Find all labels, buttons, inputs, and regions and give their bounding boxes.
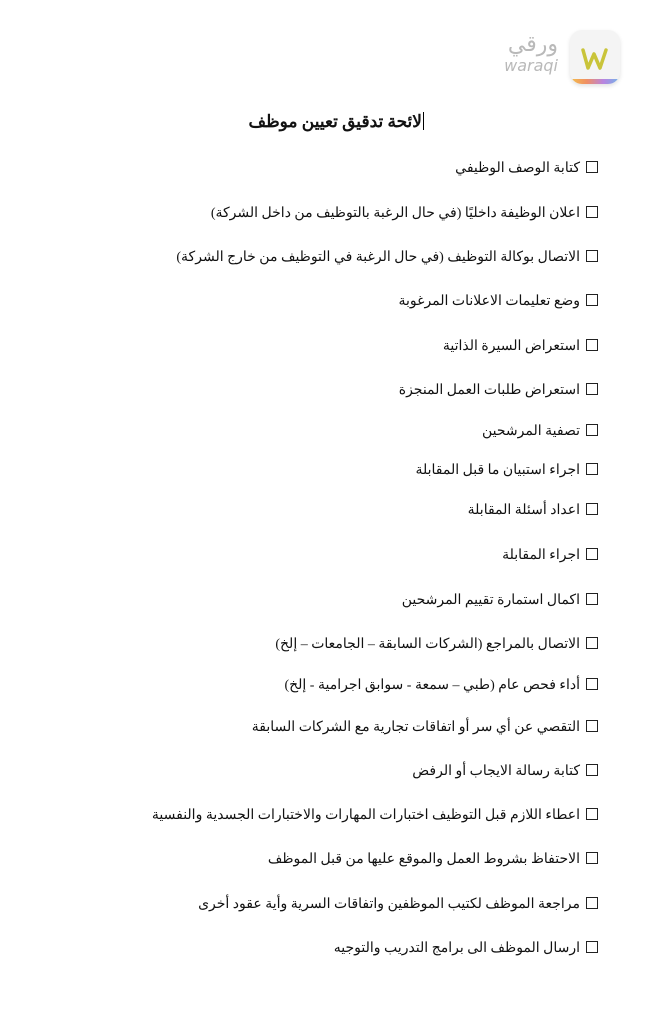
checkbox[interactable]	[586, 503, 598, 515]
checklist-item-label: مراجعة الموظف لكتيب الموظفين واتفاقات السرية وأية عقود أخرى	[198, 897, 580, 912]
checkbox[interactable]	[586, 852, 598, 864]
logo-latin-name: waraqi	[504, 56, 558, 75]
checklist-item-label: اعداد أسئلة المقابلة	[467, 503, 580, 518]
checkbox[interactable]	[586, 206, 598, 218]
checklist-item-label: وضع تعليمات الاعلانات المرغوبة	[398, 294, 580, 309]
checklist-item	[198, 896, 598, 914]
checklist-item-label: استعراض السيرة الذاتية	[442, 339, 580, 354]
checklist-item-label: الاتصال بالمراجع (الشركات السابقة – الجامعات – إلخ)	[275, 637, 580, 652]
checklist-item-label: تصفية المرشحين	[482, 424, 580, 439]
checkbox[interactable]	[586, 637, 598, 649]
checklist-item-label: اكمال استمارة تقييم المرشحين	[401, 593, 580, 608]
checkbox[interactable]	[586, 463, 598, 475]
checkbox[interactable]	[586, 250, 598, 262]
checklist-item	[211, 205, 598, 223]
checklist-item-label: الاتصال بوكالة التوظيف (في حال الرغبة في التوظيف من خارج الشركة)	[176, 250, 580, 265]
text-caret	[423, 112, 424, 130]
checkbox[interactable]	[586, 678, 598, 690]
checklist-item	[252, 719, 598, 737]
checklist-item	[412, 763, 598, 781]
checkbox[interactable]	[586, 808, 598, 820]
checklist-item-label: كتابة الوصف الوظيفي	[455, 161, 580, 176]
page-title: لائحة تدقيق تعيين موظف	[248, 112, 422, 131]
checklist-item-label: ارسال الموظف الى برامج التدريب والتوجيه	[333, 941, 580, 956]
checklist-item-label: الاحتفاظ بشروط العمل والموقع عليها من قبل الموظف	[267, 852, 580, 867]
checklist-item	[443, 338, 598, 356]
checklist-item	[152, 807, 598, 825]
checkbox[interactable]	[586, 764, 598, 776]
checklist-item	[399, 382, 598, 400]
logo-arabic-name: ورقي	[507, 32, 558, 57]
checklist-item	[502, 547, 598, 565]
checklist-item-label: استعراض طلبات العمل المنجزة	[398, 383, 580, 398]
checkbox[interactable]	[586, 339, 598, 351]
checkbox[interactable]	[586, 294, 598, 306]
waraqi-logo	[500, 30, 620, 90]
checklist-item	[416, 462, 599, 480]
checklist-item	[455, 160, 598, 178]
checkbox[interactable]	[586, 383, 598, 395]
checklist-item-label: اعلان الوظيفة داخليًا (في حال الرغبة بالتوظيف من داخل الشركة)	[210, 206, 580, 221]
logo-mark-icon	[570, 30, 620, 84]
checkbox[interactable]	[586, 897, 598, 909]
checkbox[interactable]	[586, 424, 598, 436]
checkbox[interactable]	[586, 548, 598, 560]
logo-text	[504, 34, 558, 74]
checkbox[interactable]	[586, 161, 598, 173]
checklist-item	[468, 502, 598, 520]
checklist-item	[176, 249, 598, 267]
checkbox[interactable]	[586, 593, 598, 605]
checklist-item-label: اعطاء اللازم قبل التوظيف اختبارات المهارات والاختبارات الجسدية والنفسية	[151, 808, 580, 823]
checklist-item	[275, 636, 598, 654]
checklist-item-label: كتابة رسالة الايجاب أو الرفض	[412, 764, 580, 779]
checklist-item	[284, 677, 598, 695]
checklist-item-label: اجراء استبيان ما قبل المقابلة	[415, 463, 580, 478]
checkbox[interactable]	[586, 720, 598, 732]
checkbox[interactable]	[586, 941, 598, 953]
checklist-item	[398, 293, 598, 311]
checklist-item	[268, 851, 598, 869]
checklist-item-label: اجراء المقابلة	[502, 548, 580, 563]
checklist-item	[402, 592, 598, 610]
checklist-item	[334, 940, 598, 958]
checklist-item	[482, 423, 598, 441]
checklist-item-label: التقصي عن أي سر أو اتفاقات تجارية مع الشركات السابقة	[251, 720, 580, 735]
checklist-item-label: أداء فحص عام (طبي – سمعة - سوابق اجرامية - إلخ)	[284, 678, 580, 693]
